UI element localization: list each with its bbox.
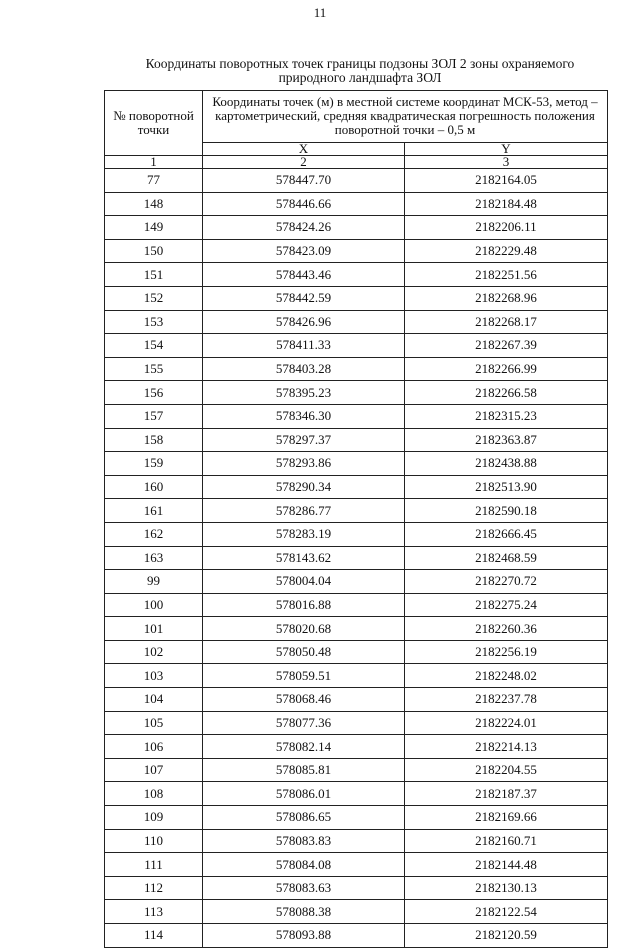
table-row	[105, 357, 608, 381]
table-row	[105, 216, 608, 240]
table-row	[105, 806, 608, 830]
point-number-cell: 159	[105, 452, 203, 476]
table-row	[105, 570, 608, 594]
point-number-cell: 158	[105, 428, 203, 452]
y-coordinate-cell: 2182363.87	[405, 428, 608, 452]
title-line-1: Координаты поворотных точек границы подзоны ЗОЛ 2 зоны охраняемого	[145, 56, 575, 71]
table-row	[105, 664, 608, 688]
y-coordinate-cell: 2182169.66	[405, 806, 608, 830]
x-coordinate-cell: 578093.88	[203, 924, 405, 948]
y-coordinate-cell: 2182214.13	[405, 735, 608, 759]
point-number-cell: 110	[105, 829, 203, 853]
header-y: Y	[405, 142, 608, 155]
y-coordinate-cell: 2182256.19	[405, 640, 608, 664]
table-row	[105, 310, 608, 334]
y-coordinate-cell: 2182120.59	[405, 924, 608, 948]
table-row	[105, 546, 608, 570]
x-coordinate-cell: 578086.01	[203, 782, 405, 806]
y-coordinate-cell: 2182270.72	[405, 570, 608, 594]
table-title	[100, 57, 620, 85]
header-index-1: 1	[105, 156, 203, 169]
table-row	[105, 263, 608, 287]
y-coordinate-cell: 2182187.37	[405, 782, 608, 806]
y-coordinate-cell: 2182275.24	[405, 593, 608, 617]
table-row	[105, 876, 608, 900]
x-coordinate-cell: 578290.34	[203, 475, 405, 499]
point-number-cell: 151	[105, 263, 203, 287]
point-number-cell: 111	[105, 853, 203, 877]
x-coordinate-cell: 578424.26	[203, 216, 405, 240]
y-coordinate-cell: 2182268.96	[405, 286, 608, 310]
header-index-2: 2	[203, 156, 405, 169]
table-row	[105, 900, 608, 924]
x-coordinate-cell: 578286.77	[203, 499, 405, 523]
point-number-cell: 100	[105, 593, 203, 617]
y-coordinate-cell: 2182590.18	[405, 499, 608, 523]
header-x: X	[203, 142, 405, 155]
y-coordinate-cell: 2182260.36	[405, 617, 608, 641]
header-point-number: № поворотной точки	[105, 91, 203, 156]
y-coordinate-cell: 2182164.05	[405, 169, 608, 193]
x-coordinate-cell: 578068.46	[203, 688, 405, 712]
table-row	[105, 452, 608, 476]
point-number-cell: 153	[105, 310, 203, 334]
x-coordinate-cell: 578442.59	[203, 286, 405, 310]
point-number-cell: 155	[105, 357, 203, 381]
x-coordinate-cell: 578293.86	[203, 452, 405, 476]
x-coordinate-cell: 578143.62	[203, 546, 405, 570]
table-row	[105, 239, 608, 263]
page-number: 11	[313, 5, 327, 20]
x-coordinate-cell: 578083.83	[203, 829, 405, 853]
x-coordinate-cell: 578088.38	[203, 900, 405, 924]
y-coordinate-cell: 2182266.58	[405, 381, 608, 405]
point-number-cell: 102	[105, 640, 203, 664]
table-row	[105, 192, 608, 216]
x-coordinate-cell: 578447.70	[203, 169, 405, 193]
y-coordinate-cell: 2182468.59	[405, 546, 608, 570]
point-number-cell: 108	[105, 782, 203, 806]
table-row	[105, 617, 608, 641]
point-number-cell: 150	[105, 239, 203, 263]
table-row	[105, 404, 608, 428]
point-number-cell: 77	[105, 169, 203, 193]
table-row	[105, 735, 608, 759]
x-coordinate-cell: 578395.23	[203, 381, 405, 405]
x-coordinate-cell: 578020.68	[203, 617, 405, 641]
table-row	[105, 169, 608, 193]
y-coordinate-cell: 2182237.78	[405, 688, 608, 712]
header-coordinates-description: Координаты точек (м) в местной системе координат МСК-53, метод – картометрический, средняя квадратическая погрешность положения поворотной точки – 0,5 м	[203, 91, 608, 143]
y-coordinate-cell: 2182251.56	[405, 263, 608, 287]
x-coordinate-cell: 578084.08	[203, 853, 405, 877]
y-coordinate-cell: 2182513.90	[405, 475, 608, 499]
x-coordinate-cell: 578050.48	[203, 640, 405, 664]
point-number-cell: 162	[105, 522, 203, 546]
y-coordinate-cell: 2182130.13	[405, 876, 608, 900]
x-coordinate-cell: 578403.28	[203, 357, 405, 381]
table-row	[105, 428, 608, 452]
table-row	[105, 499, 608, 523]
point-number-cell: 109	[105, 806, 203, 830]
x-coordinate-cell: 578016.88	[203, 593, 405, 617]
x-coordinate-cell: 578059.51	[203, 664, 405, 688]
x-coordinate-cell: 578346.30	[203, 404, 405, 428]
point-number-cell: 149	[105, 216, 203, 240]
table-row	[105, 593, 608, 617]
table-body	[105, 169, 608, 948]
y-coordinate-cell: 2182315.23	[405, 404, 608, 428]
y-coordinate-cell: 2182438.88	[405, 452, 608, 476]
y-coordinate-cell: 2182268.17	[405, 310, 608, 334]
point-number-cell: 99	[105, 570, 203, 594]
y-coordinate-cell: 2182160.71	[405, 829, 608, 853]
point-number-cell: 112	[105, 876, 203, 900]
y-coordinate-cell: 2182666.45	[405, 522, 608, 546]
table-row	[105, 475, 608, 499]
y-coordinate-cell: 2182224.01	[405, 711, 608, 735]
point-number-cell: 148	[105, 192, 203, 216]
x-coordinate-cell: 578423.09	[203, 239, 405, 263]
table-row	[105, 758, 608, 782]
point-number-cell: 163	[105, 546, 203, 570]
point-number-cell: 161	[105, 499, 203, 523]
point-number-cell: 152	[105, 286, 203, 310]
table-row	[105, 853, 608, 877]
table-row	[105, 688, 608, 712]
y-coordinate-cell: 2182266.99	[405, 357, 608, 381]
table-row	[105, 381, 608, 405]
point-number-cell: 154	[105, 334, 203, 358]
table-row	[105, 711, 608, 735]
table-row	[105, 924, 608, 948]
point-number-cell: 113	[105, 900, 203, 924]
y-coordinate-cell: 2182184.48	[405, 192, 608, 216]
header-index-3: 3	[405, 156, 608, 169]
point-number-cell: 101	[105, 617, 203, 641]
x-coordinate-cell: 578426.96	[203, 310, 405, 334]
table-row	[105, 640, 608, 664]
x-coordinate-cell: 578085.81	[203, 758, 405, 782]
y-coordinate-cell: 2182204.55	[405, 758, 608, 782]
x-coordinate-cell: 578443.46	[203, 263, 405, 287]
x-coordinate-cell: 578283.19	[203, 522, 405, 546]
point-number-cell: 107	[105, 758, 203, 782]
x-coordinate-cell: 578086.65	[203, 806, 405, 830]
table-row	[105, 286, 608, 310]
x-coordinate-cell: 578297.37	[203, 428, 405, 452]
y-coordinate-cell: 2182122.54	[405, 900, 608, 924]
table-row	[105, 334, 608, 358]
point-number-cell: 114	[105, 924, 203, 948]
x-coordinate-cell: 578082.14	[203, 735, 405, 759]
y-coordinate-cell: 2182144.48	[405, 853, 608, 877]
table-row	[105, 522, 608, 546]
y-coordinate-cell: 2182248.02	[405, 664, 608, 688]
point-number-cell: 103	[105, 664, 203, 688]
x-coordinate-cell: 578083.63	[203, 876, 405, 900]
y-coordinate-cell: 2182229.48	[405, 239, 608, 263]
y-coordinate-cell: 2182206.11	[405, 216, 608, 240]
coordinates-table	[104, 90, 608, 948]
table-row	[105, 782, 608, 806]
point-number-cell: 105	[105, 711, 203, 735]
point-number-cell: 160	[105, 475, 203, 499]
title-line-2: природного ландшафта ЗОЛ	[278, 70, 442, 85]
y-coordinate-cell: 2182267.39	[405, 334, 608, 358]
point-number-cell: 157	[105, 404, 203, 428]
x-coordinate-cell: 578004.04	[203, 570, 405, 594]
point-number-cell: 106	[105, 735, 203, 759]
x-coordinate-cell: 578446.66	[203, 192, 405, 216]
x-coordinate-cell: 578411.33	[203, 334, 405, 358]
table-row	[105, 829, 608, 853]
x-coordinate-cell: 578077.36	[203, 711, 405, 735]
point-number-cell: 156	[105, 381, 203, 405]
point-number-cell: 104	[105, 688, 203, 712]
